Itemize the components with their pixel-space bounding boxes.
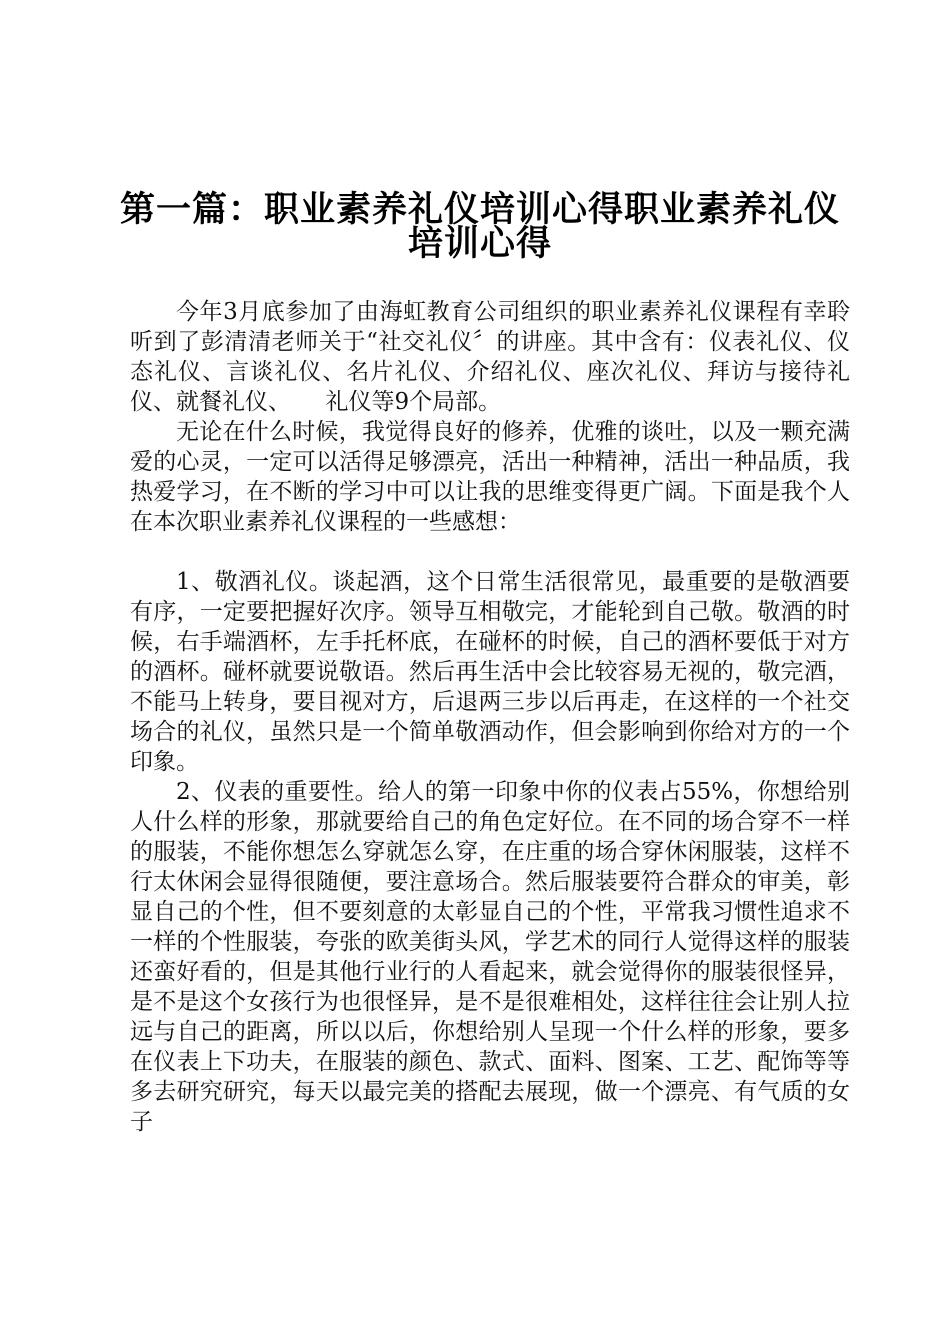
title-line-2: 培训心得 [407,223,552,264]
document-body [130,297,850,1137]
paragraph-appearance: 2、仪表的重要性。给人的第一印象中你的仪表占55%，你想给别人什么样的形象，那就要给自己的角色定好位。在不同的场合穿不一样的服装，不能你想怎么穿就怎么穿，在庄重的场合穿休闲服装，这样不行太休闲会显得很随便，要注意场合。然后服装要符合群众的审美，彰显自己的个性，但不要刻意的太彰显自己的个性，平常我习惯性追求不一样的个性服装，夸张的欧美街头风，学艺术的同行人觉得这样的服装还蛮好看的，但是其他行业行的人看起来，就会觉得你的服装很怪异，是不是这个女孩行为也很怪异，是不是很难相处，这样往往会让别人拉远与自己的距离，所以以后，你想给别人呈现一个什么样的形象，要多在仪表上下功夫，在服装的颜色、款式、面料、图案、工艺、配饰等等多去研究研究，每天以最完美的搭配去展现，做一个漂亮、有气质的女子 [130,779,850,1135]
paragraph-gap [130,537,850,567]
paragraph-intro: 今年3月底参加了由海虹教育公司组织的职业素养礼仪课程有幸聆听到了彭清清老师关于“社交礼仪〞的讲座。其中含有：仪表礼仪、仪态礼仪、言谈礼仪、名片礼仪、介绍礼仪、座次礼仪、拜访与接待礼仪、就餐礼仪、 礼仪等9个局部。 [130,299,850,415]
paragraph-thoughts: 无论在什么时候，我觉得良好的修养，优雅的谈吐，以及一颗充满爱的心灵，一定可以活得足够漂亮，活出一种精神，活出一种品质，我热爱学习，在不断的学习中可以让我的思维变得更广阔。下面是我个人在本次职业素养礼仪课程的一些感想： [130,419,850,535]
title-line-1: 第一篇：职业素养礼仪培训心得职业素养礼仪 [119,189,840,230]
paragraph-toast-etiquette: 1、敬酒礼仪。谈起酒，这个日常生活很常见，最重要的是敬酒要有序，一定要把握好次序。领导互相敬完，才能轮到自己敬。敬酒的时候，右手端酒杯，左手托杯底，在碰杯的时候，自己的酒杯要低于对方的酒杯。碰杯就要说敬语。然后再生活中会比较容易无视的，敬完酒，不能马上转身，要目视对方，后退两三步以后再走，在这样的一个社交场合的礼仪，虽然只是一个简单敬酒动作，但会影响到你给对方的一个印象。 [130,569,850,775]
